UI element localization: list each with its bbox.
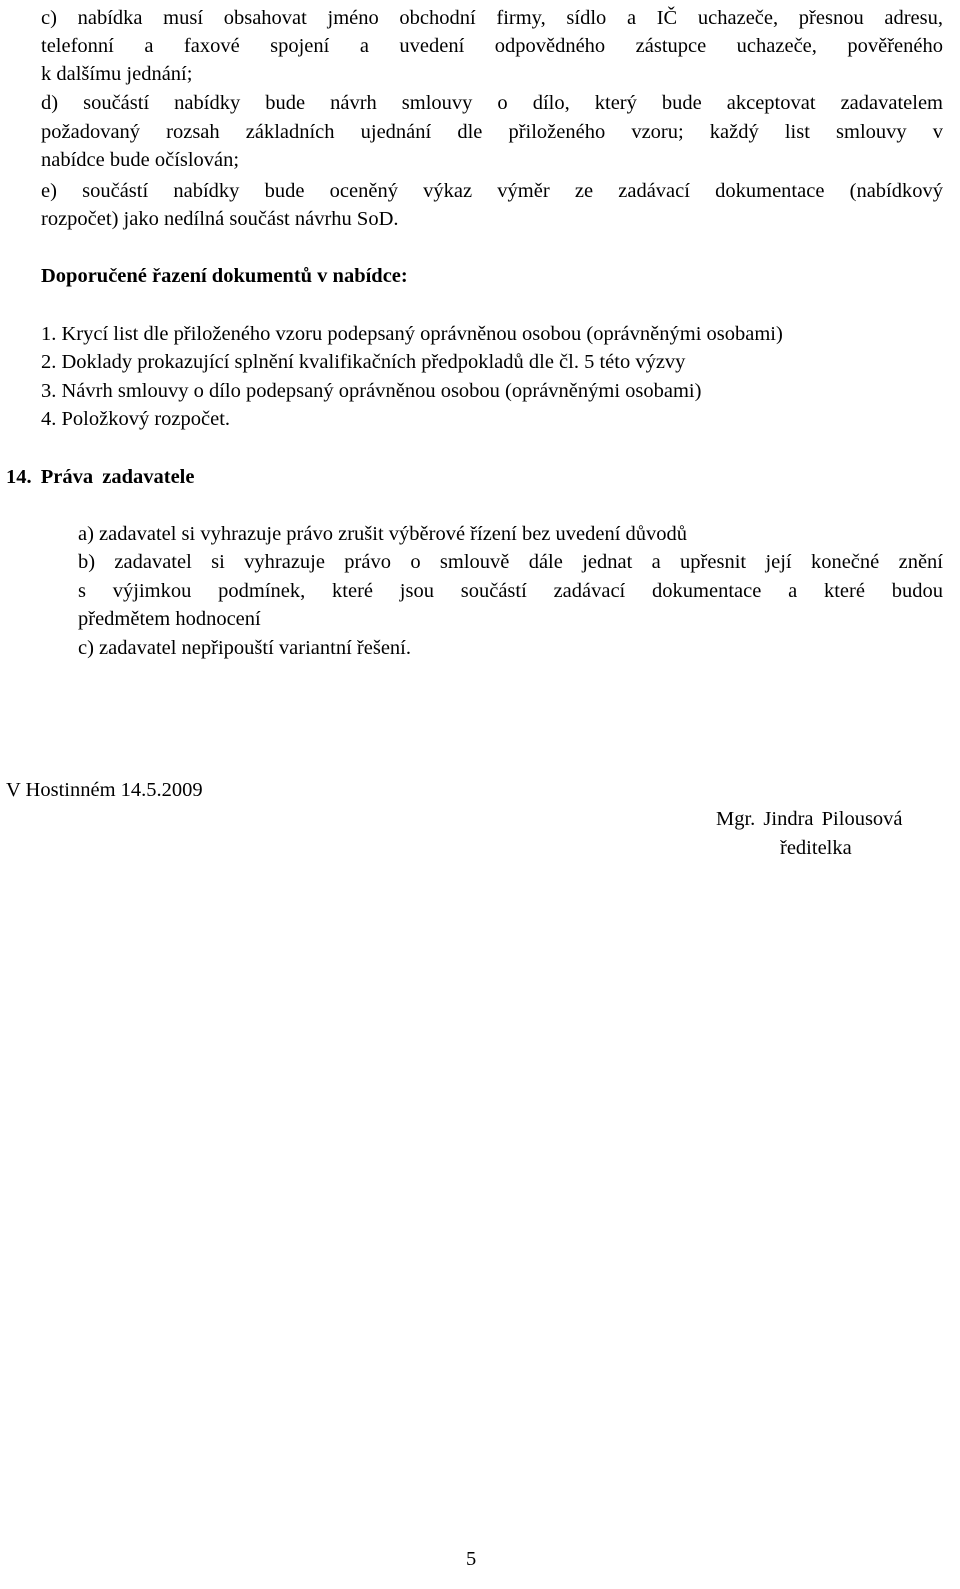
paragraph-d-line-3: nabídce bude očíslován; xyxy=(41,149,240,171)
recommended-order-item-3: 3. Návrh smlouvy o dílo podepsaný oprávněnou osobou (oprávněnými osobami) xyxy=(41,380,702,402)
signer-title: ředitelka xyxy=(780,837,852,859)
paragraph-d-line-1: d) součástí nabídky bude návrh smlouvy o dílo, který bude akceptovat zadavatelem xyxy=(41,92,943,114)
section-14-item-c: c) zadavatel nepřipouští variantní řešení. xyxy=(78,637,411,659)
recommended-order-heading: Doporučené řazení dokumentů v nabídce: xyxy=(41,265,408,287)
section-14-item-b-line-2: s výjimkou podmínek, které jsou součástí zadávací dokumentace a které budou xyxy=(78,580,943,602)
place-date: V Hostinném 14.5.2009 xyxy=(6,779,203,801)
section-14-item-a: a) zadavatel si vyhrazuje právo zrušit výběrové řízení bez uvedení důvodů xyxy=(78,523,688,545)
recommended-order-item-1: 1. Krycí list dle přiloženého vzoru podepsaný oprávněnou osobou (oprávněnými osobami) xyxy=(41,323,783,345)
paragraph-e-line-2: rozpočet) jako nedílná součást návrhu SoD. xyxy=(41,208,399,230)
paragraph-d-line-2: požadovaný rozsah základních ujednání dle přiloženého vzoru; každý list smlouvy v xyxy=(41,121,943,143)
paragraph-c-line-2: telefonní a faxové spojení a uvedení odpovědného zástupce uchazeče, pověřeného xyxy=(41,35,943,57)
section-14-item-b-line-1: b) zadavatel si vyhrazuje právo o smlouvě dále jednat a upřesnit její konečné znění xyxy=(78,551,943,573)
page-number: 5 xyxy=(466,1548,477,1570)
section-14-item-b-line-3: předmětem hodnocení xyxy=(78,608,261,630)
paragraph-c-line-1: c) nabídka musí obsahovat jméno obchodní firmy, sídlo a IČ uchazeče, přesnou adresu, xyxy=(41,7,943,29)
signer-name: Mgr. Jindra Pilousová xyxy=(716,808,903,830)
recommended-order-item-2: 2. Doklady prokazující splnění kvalifikačních předpokladů dle čl. 5 této výzvy xyxy=(41,351,686,373)
section-14-heading: 14. Práva zadavatele xyxy=(6,466,195,488)
paragraph-c-line-3: k dalšímu jednání; xyxy=(41,63,193,85)
recommended-order-item-4: 4. Položkový rozpočet. xyxy=(41,408,231,430)
paragraph-e-line-1: e) součástí nabídky bude oceněný výkaz výměr ze zadávací dokumentace (nabídkový xyxy=(41,180,943,202)
